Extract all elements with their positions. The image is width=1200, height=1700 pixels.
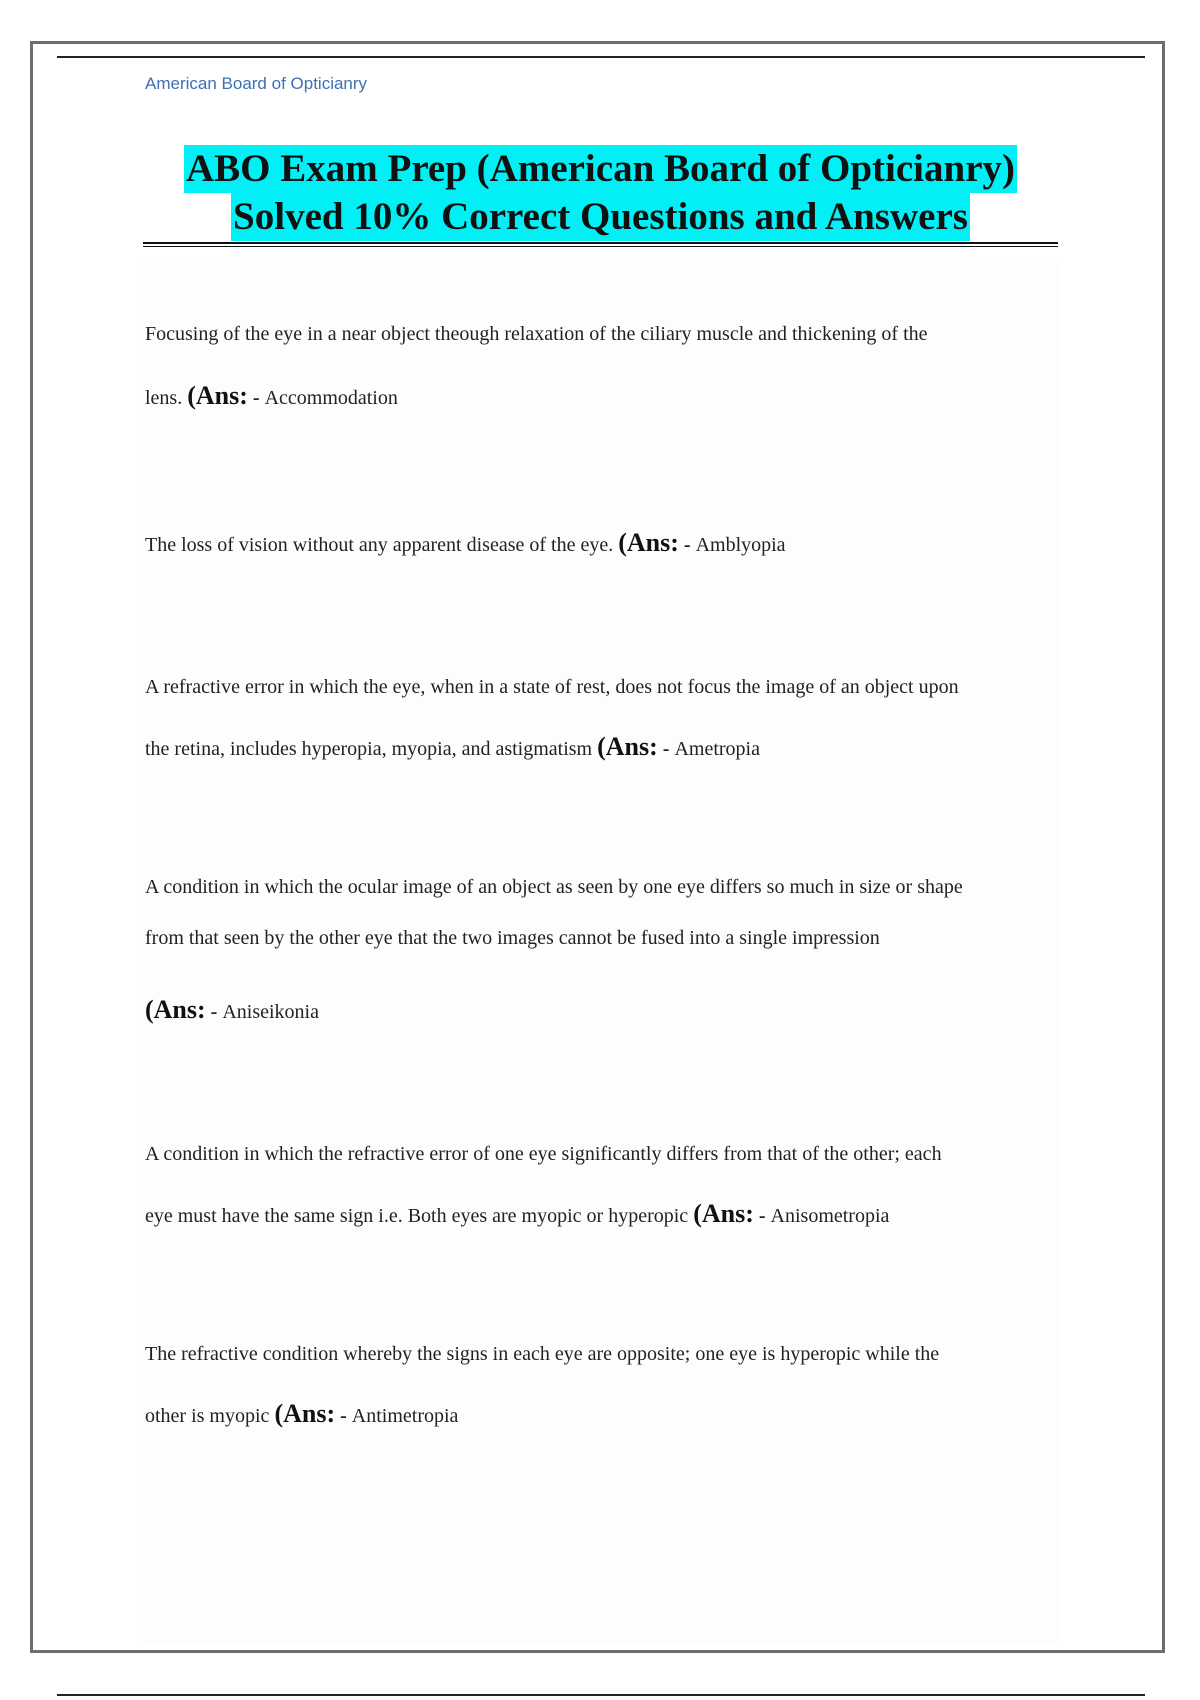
question-answer-line — [145, 732, 1065, 762]
qa-item — [145, 1343, 1065, 1429]
qa-item — [145, 676, 1065, 762]
answer-text: Amblyopia — [695, 534, 786, 556]
answer-label: (Ans: — [618, 528, 679, 557]
top-rule — [57, 56, 1145, 58]
answer-line — [145, 995, 1065, 1025]
question-line: A refractive error in which the eye, when in a state of rest, does not focus the image of an object upon — [145, 676, 959, 698]
answer-text: Ametropia — [674, 738, 760, 760]
qa-item — [145, 1143, 1065, 1229]
question-line: The refractive condition whereby the signs in each eye are opposite; one eye is hyperopic while the — [145, 1343, 940, 1365]
question-answer-line — [145, 1399, 1065, 1429]
question-line: lens. — [145, 387, 188, 409]
question-line: The loss of vision without any apparent disease of the eye. — [145, 534, 619, 556]
qa-item — [145, 528, 1065, 558]
title-underline — [143, 242, 1058, 244]
question-line: other is myopic — [145, 1405, 275, 1427]
document-title — [143, 145, 1058, 241]
question-line: the retina, includes hyperopia, myopia, and astigmatism — [145, 738, 598, 760]
title-underline-2 — [143, 246, 1058, 247]
qa-item — [145, 876, 1065, 1025]
answer-dash: - — [335, 1405, 352, 1427]
question-answer-line — [145, 1199, 1065, 1229]
answer-text: Antimetropia — [351, 1405, 459, 1427]
answer-text: Anisometropia — [770, 1205, 890, 1227]
question-line: eye must have the same sign i.e. Both eyes are myopic or hyperopic — [145, 1205, 694, 1227]
answer-label: (Ans: — [693, 1199, 754, 1228]
question-line: Focusing of the eye in a near object theough relaxation of the ciliary muscle and thickening of the — [145, 323, 928, 345]
answer-dash: - — [753, 1205, 771, 1227]
answer-dash: - — [205, 1001, 223, 1023]
answer-text: Aniseikonia — [222, 1001, 319, 1023]
answer-dash: - — [247, 387, 265, 409]
title-line-2: Solved 10% Correct Questions and Answers — [231, 193, 970, 241]
question-line: A condition in which the ocular image of an object as seen by one eye differs so much in size or shape — [145, 876, 963, 898]
answer-text: Accommodation — [264, 387, 398, 409]
question-line: from that seen by the other eye that the two images cannot be fused into a single impression — [145, 927, 880, 949]
question-answer-line — [145, 528, 1065, 558]
bottom-rule — [57, 1694, 1145, 1696]
answer-label: (Ans: — [145, 995, 206, 1024]
question-line: A condition in which the refractive error of one eye significantly differs from that of the other; each — [145, 1143, 942, 1165]
answer-dash: - — [657, 738, 675, 760]
answer-dash: - — [678, 534, 696, 556]
answer-label: (Ans: — [597, 732, 658, 761]
question-answer-line — [145, 381, 1065, 411]
page-header-org: American Board of Opticianry — [145, 74, 368, 93]
title-line-1: ABO Exam Prep (American Board of Opticianry) — [184, 145, 1017, 193]
qa-item — [145, 323, 1065, 411]
answer-label: (Ans: — [187, 381, 248, 410]
answer-label: (Ans: — [274, 1399, 336, 1428]
